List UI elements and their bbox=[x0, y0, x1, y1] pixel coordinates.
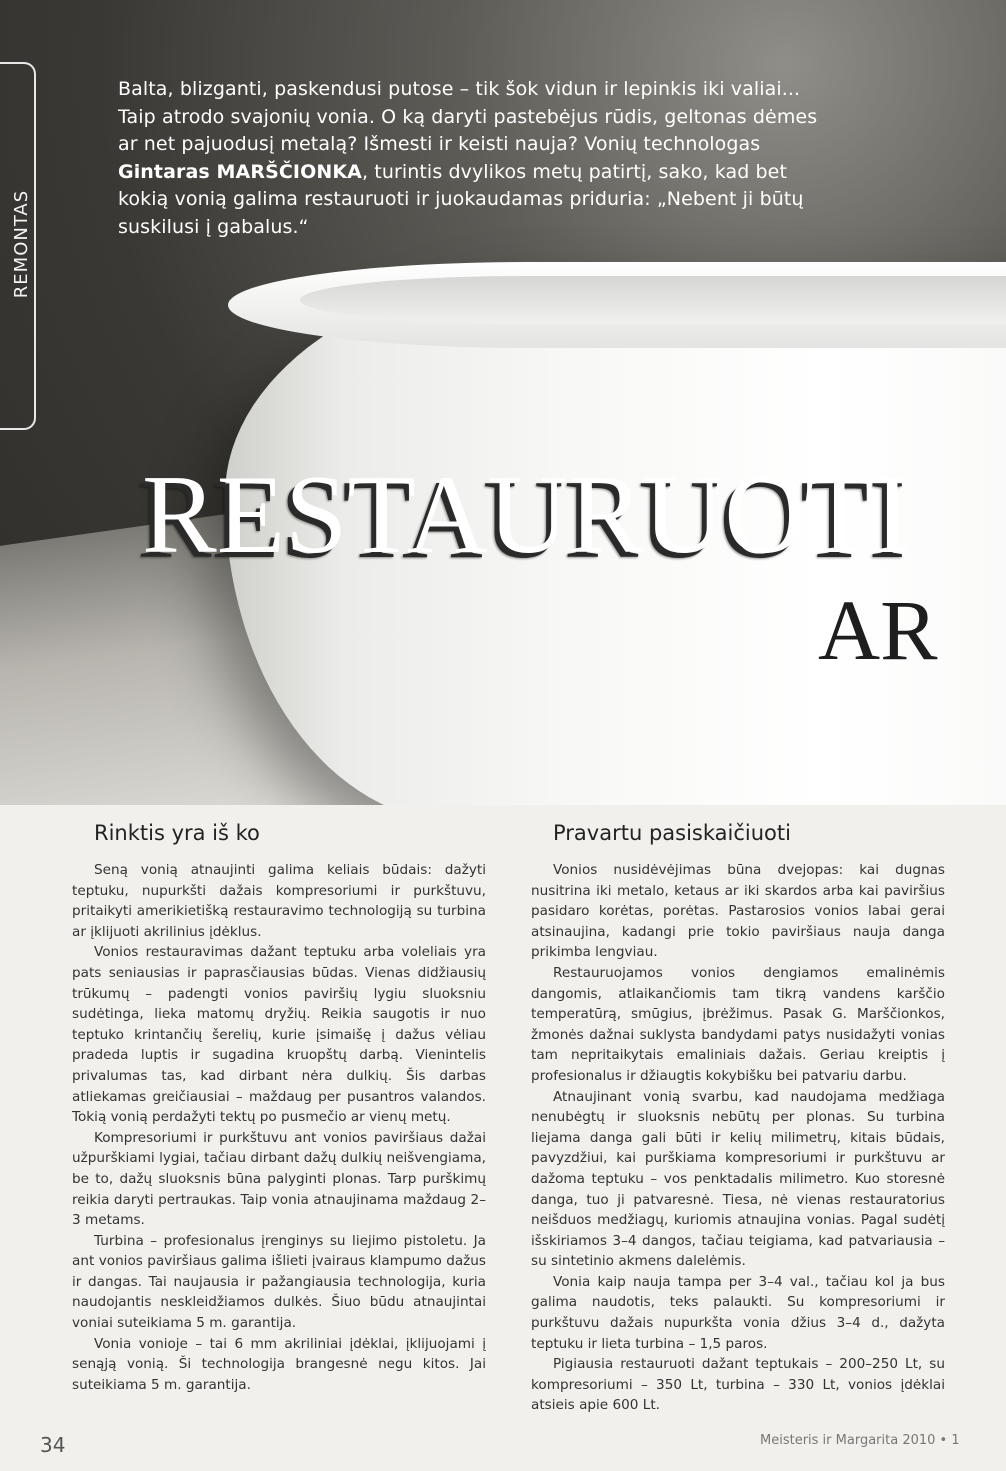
left-column bbox=[72, 818, 486, 1395]
paragraph: Vonios nusidėvėjimas būna dvejopas: kai dugnas nusitrina iki metalo, ketaus ar iki skardos arba kai paviršius pasidaro korėtas, porėtas. Pastarosios vonios labai gerai atsinaujina, kadangi prie tokio paviršiaus nauja danga prikimba lengviau. bbox=[531, 862, 945, 961]
magazine-footer: Meisteris ir Margarita 2010 • 1 bbox=[760, 1433, 960, 1448]
paragraph: Atnaujinant vonią svarbu, kad naudojama medžiaga nenubėgtų ir sluoksnis nebūtų per plonas. Su turbina liejama danga gali būti ir kelių milimetrų, kitais būdais, pavyzdžiui, kai purškiama kompresoriumi ir purkštuvu ar dažoma teptuku – vos penktadalis milimetro. Kuo storesnė danga, tuo ji patvaresnė. Tiesa, nė vienas restauratorius neišduos medžiagų, kuriomis atnaujina vonias. Pagal sudėtį išskiriamos 3–4 dangos, tačiau teigiama, kad patvariausia – su sintetinio akmens dalelėmis. bbox=[531, 1088, 945, 1270]
article-title: RESTAURUOTI bbox=[142, 453, 911, 577]
page-number: 34 bbox=[40, 1433, 66, 1457]
section-label: REMONTAS bbox=[11, 189, 32, 299]
intro-text-part-2: , turintis dvylikos metų patirtį, sako, kad bet kokią vonią galima restauruoti ir juokaudamas priduria: „Nebent ji būtų suskilusi į gabalus.“ bbox=[118, 160, 804, 238]
paragraph: Vonia vonioje – tai 6 mm akriliniai įdėklai, įklijuojami į senąją vonią. Ši technologija brangesnė negu kitos. Jai suteikiama 5 m. garantija. bbox=[72, 1335, 486, 1393]
right-column bbox=[531, 818, 945, 1416]
article-title-sub: AR bbox=[818, 582, 938, 678]
paragraph: Restauruojamos vonios dengiamos emalinėmis dangomis, atlaikančiomis tam tikrą vandens karščio temperatūrą, smūgius, įbrėžimus. Pasak G. Marščionkos, žmonės dažnai suklysta bandydami patys nusidažyti vonias tam nepritaikytais emaliniais dažais. Geriau kreiptis į profesionalus ir džiaugtis kokybišku bei patvariu darbu. bbox=[531, 964, 945, 1084]
paragraph: Vonia kaip nauja tampa per 3–4 val., tačiau kol ja bus galima naudotis, teks palaukti. Su kompresoriumi ir purkštuvu dažais nupurkšta vonia džius 3–4 d., dažyta teptuku ir lieta turbina – 1,5 paros. bbox=[531, 1273, 945, 1352]
right-column-heading: Pravartu pasiskaičiuoti bbox=[553, 821, 791, 845]
interviewee-name: Gintaras MARŠČIONKA bbox=[118, 160, 362, 183]
paragraph: Turbina – profesionalus įrenginys su liejimo pistoletu. Ja ant vonios paviršiaus galima išlieti įvairaus klampumo dažus ir dangas. Tai naujausia ir pažangiausia technologija, kuria naudojantis neskleidžiamos dulkės. Šiuo būdu atnaujintai voniai suteikiama 5 m. garantija. bbox=[72, 1232, 486, 1332]
intro-text-part-1: Balta, blizganti, paskendusi putose – tik šok vidun ir lepinkis iki valiai... Taip atrodo svajonių vonia. O ką daryti pastebėjus rūdis, geltonas dėmes ar net pajuodusį metalą? Išmesti ir keisti nauja? Vonių technologas bbox=[118, 78, 818, 155]
left-column-heading: Rinktis yra iš ko bbox=[94, 821, 260, 845]
paragraph: Pigiausia restauruoti dažant teptukais – 200–250 Lt, su kompresoriumi – 350 Lt, turbina – 330 Lt, vonios įdėklai atsieis apie 600 Lt. bbox=[531, 1356, 945, 1414]
intro-text bbox=[118, 76, 838, 241]
paragraph: Kompresoriumi ir purkštuvu ant vonios paviršiaus dažai užpurškiami lygiai, tačiau dirbant dažų dulkių neišvengiama, be to, dažų sluoksnis būna palyginti plonas. Tarp purškimų reikia daryti pertraukas. Taip vonia atnaujinama maždaug 2–3 metams. bbox=[72, 1129, 486, 1229]
bathtub-inner-edge bbox=[300, 276, 1006, 324]
paragraph: Vonios restauravimas dažant teptuku arba voleliais yra pats seniausias ir paprasčiausias būdas. Vienas didžiausių trūkumų – padengti vonios paviršių lygiu sluoksniu sudėtinga, lieka matomų dryžių. Reikia saugotis ir nuo teptuko krintančių šerelių, kurie įsimaišę į dažus vėliau pradeda luptis ir sugadina kruopštų darbą. Vienintelis privalumas tas, kad dirbant nėra dulkių. Šis darbas atliekamas greičiausiai – maždaug per pusantros valandos. Tokią vonią perdažyti tektų po pusmečio ar vienų metų. bbox=[72, 944, 486, 1126]
paragraph: Seną vonią atnaujinti galima keliais būdais: dažyti teptuku, nupurkšti dažais kompresoriumi ir purkštuvu, pritaikyti amerikietišką restauravimo technologiją su turbina ar įklijuoti akrilinius įdėklus. bbox=[72, 862, 486, 940]
